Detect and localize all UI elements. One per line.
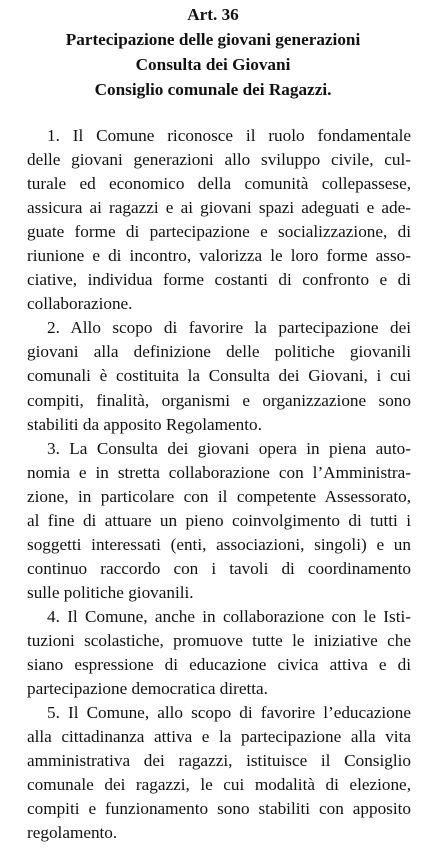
- text-line: assicura ai ragazzi e ai giovani spazi adeguati e ade-: [27, 198, 411, 218]
- text-line: siano espressione di educazione civica attiva e di: [27, 655, 411, 675]
- text-line: amministrativa dei ragazzi, istituisce il Consiglio: [27, 751, 411, 771]
- text-line: guate forme di partecipazione e socializzazione, di: [27, 222, 411, 242]
- article-body: [27, 124, 411, 845]
- text-line: 2. Allo scopo di favorire la partecipazione dei: [47, 318, 411, 338]
- text-line: riunione e di incontro, valorizza le loro forme asso-: [27, 246, 411, 266]
- article-heading: [0, 2, 426, 102]
- text-line: 1. Il Comune riconosce il ruolo fondamentale: [47, 126, 411, 145]
- article-title-line: Consiglio comunale dei Ragazzi.: [94, 80, 332, 99]
- text-line: regolamento.: [27, 823, 118, 843]
- text-line: al fine di attuare un pieno coinvolgimento di tutti i: [27, 510, 411, 530]
- paragraph-2: [27, 316, 411, 436]
- text-line: 3. La Consulta dei giovani opera in piena auto-: [47, 438, 411, 458]
- text-line: turale ed economico della comunità collepassese,: [27, 174, 411, 194]
- text-line: partecipazione democratica diretta.: [27, 679, 268, 699]
- text-line: comunale dei ragazzi, le cui modalità di elezione,: [27, 775, 411, 795]
- paragraph-4: [27, 605, 411, 701]
- text-line: compiti, finalità, organismi e organizzazione sono: [27, 390, 411, 410]
- text-line: comunali è costituita la Consulta dei Giovani, i cui: [27, 366, 411, 386]
- text-line: 4. Il Comune, anche in collaborazione con le Isti-: [47, 606, 411, 626]
- text-line: alla cittadinanza attiva e la partecipazione alla vita: [27, 727, 411, 747]
- text-line: sulle politiche giovanili.: [27, 582, 194, 602]
- article-title-line: Consulta dei Giovani: [135, 55, 291, 74]
- text-line: compiti e funzionamento sono stabiliti con apposito: [27, 799, 411, 819]
- text-line: tuzioni scolastiche, promuove tutte le iniziative che: [27, 630, 411, 650]
- text-line: ciative, individua forme costanti di confronto e di: [27, 270, 411, 290]
- text-line: stabiliti da apposito Regolamento.: [27, 414, 262, 434]
- text-line: collaborazione.: [27, 294, 133, 314]
- article-title-line: Partecipazione delle giovani generazioni: [65, 30, 361, 49]
- text-line: continuo raccordo con i tavoli di coordinamento: [27, 558, 411, 578]
- text-line: soggetti interessati (enti, associazioni, singoli) e un: [27, 534, 411, 554]
- text-line: nomia e in stretta collaborazione con l’Amministra-: [27, 462, 411, 482]
- text-line: 5. Il Comune, allo scopo di favorire l’educazione: [47, 703, 411, 723]
- paragraph-5: [27, 701, 411, 845]
- text-line: zione, in particolare con il competente Assessorato,: [27, 486, 411, 506]
- paragraph-1: [27, 124, 411, 316]
- article-number: Art. 36: [187, 5, 239, 24]
- text-line: giovani alla definizione delle politiche giovanili: [27, 342, 411, 362]
- text-line: delle giovani generazioni allo sviluppo civile, cul-: [27, 150, 411, 170]
- paragraph-3: [27, 437, 411, 605]
